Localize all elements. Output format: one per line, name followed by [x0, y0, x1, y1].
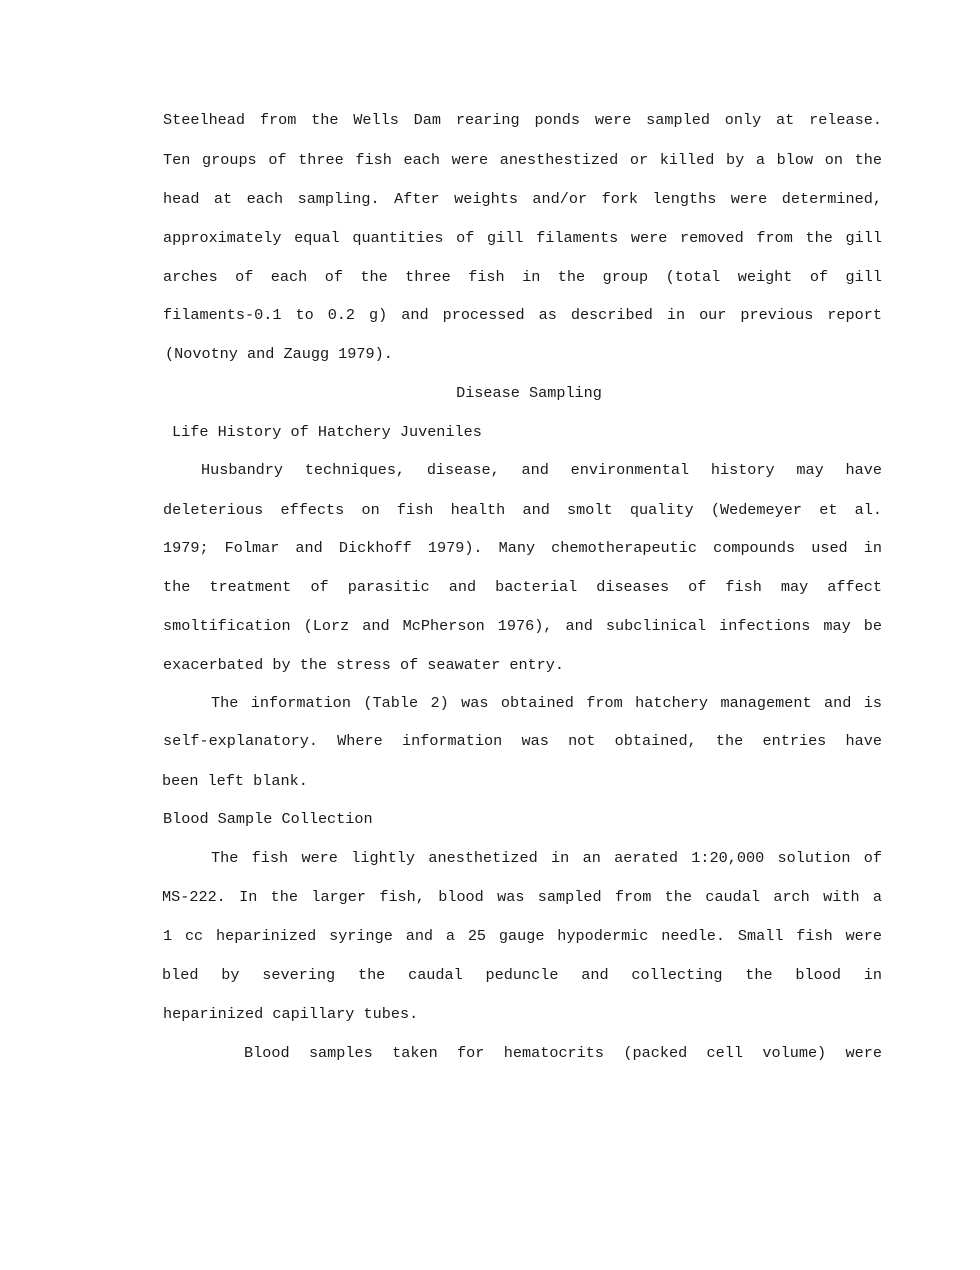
table-info-line-2: self-explanatory. Where information was not obtained, the entries have [163, 732, 882, 750]
intro-line-3: head at each sampling. After weights and/or fork lengths were determined, [163, 190, 882, 208]
intro-line-4: approximately equal quantities of gill filaments were removed from the gill [163, 229, 882, 247]
life-history-line-3: 1979; Folmar and Dickhoff 1979). Many chemotherapeutic compounds used in [163, 539, 882, 557]
intro-line-1: Steelhead from the Wells Dam rearing ponds were sampled only at release. [163, 111, 882, 129]
blood-line-1: The fish were lightly anesthetized in an aerated 1:20,000 solution of [211, 849, 882, 867]
intro-line-6: filaments-0.1 to 0.2 g) and processed as described in our previous report [163, 306, 882, 324]
intro-line-5: arches of each of the three fish in the group (total weight of gill [163, 268, 882, 286]
life-history-line-1: Husbandry techniques, disease, and environmental history may have [201, 461, 882, 479]
table-info-line-1: The information (Table 2) was obtained from hatchery management and is [211, 694, 882, 712]
life-history-line-6: exacerbated by the stress of seawater entry. [163, 656, 565, 674]
blood-line-3: 1 cc heparinized syringe and a 25 gauge hypodermic needle. Small fish were [163, 927, 882, 945]
intro-line-7: (Novotny and Zaugg 1979). [165, 345, 393, 363]
intro-line-2: Ten groups of three fish each were anesthestized or killed by a blow on the [163, 151, 882, 169]
final-line: Blood samples taken for hematocrits (packed cell volume) were [244, 1044, 882, 1062]
life-history-line-4: the treatment of parasitic and bacterial diseases of fish may affect [163, 578, 882, 596]
table-info-line-3: been left blank. [162, 772, 308, 790]
subheading-blood-sample: Blood Sample Collection [163, 810, 373, 828]
blood-line-2: MS-222. In the larger fish, blood was sampled from the caudal arch with a [162, 888, 882, 906]
blood-line-4: bled by severing the caudal peduncle and collecting the blood in [162, 966, 882, 984]
life-history-line-5: smoltification (Lorz and McPherson 1976), and subclinical infections may be [163, 617, 882, 635]
life-history-line-2: deleterious effects on fish health and smolt quality (Wedemeyer et al. [163, 501, 882, 519]
blood-line-5: heparinized capillary tubes. [163, 1005, 419, 1023]
subheading-life-history: Life History of Hatchery Juveniles [172, 423, 482, 441]
section-heading: Disease Sampling [456, 384, 602, 402]
